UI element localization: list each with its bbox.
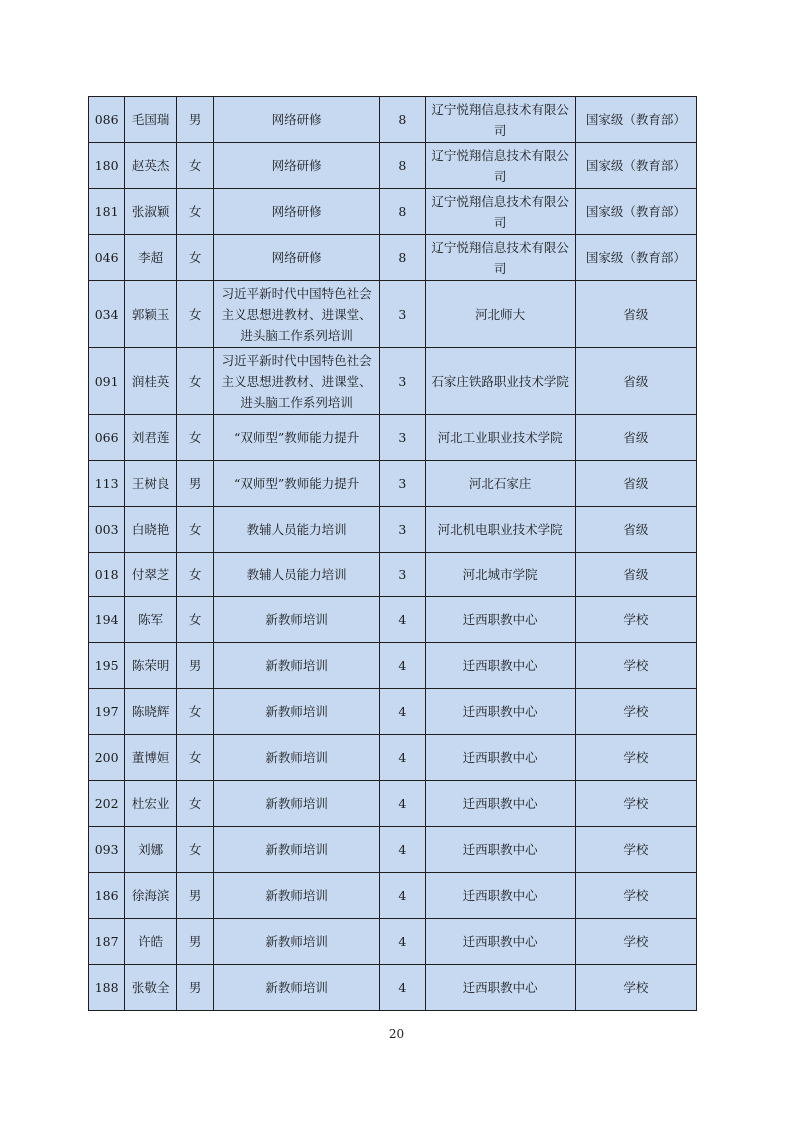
table-row (89, 235, 697, 281)
cell-course: 习近平新时代中国特色社会主义思想进教材、进课堂、进头脑工作系列培训 (214, 281, 380, 348)
cell-gender: 女 (177, 143, 214, 189)
cell-id: 018 (89, 553, 125, 597)
cell-id: 113 (89, 461, 125, 507)
cell-name: 杜宏业 (125, 781, 177, 827)
table-row (89, 919, 697, 965)
cell-hours: 3 (380, 553, 426, 597)
page-number: 20 (388, 1027, 405, 1041)
cell-id: 093 (89, 827, 125, 873)
cell-course: 新教师培训 (214, 965, 380, 1011)
cell-org: 迁西职教中心 (425, 643, 575, 689)
table-row (89, 827, 697, 873)
training-records-table (88, 96, 697, 1011)
cell-org: 河北石家庄 (425, 461, 575, 507)
cell-course: 网络研修 (214, 235, 380, 281)
cell-org: 迁西职教中心 (425, 781, 575, 827)
cell-hours: 3 (380, 461, 426, 507)
cell-id: 180 (89, 143, 125, 189)
cell-level: 省级 (575, 348, 696, 415)
table-row (89, 189, 697, 235)
cell-name: 赵英杰 (125, 143, 177, 189)
table-row (89, 553, 697, 597)
cell-hours: 4 (380, 597, 426, 643)
cell-name: 刘君莲 (125, 415, 177, 461)
cell-id: 197 (89, 689, 125, 735)
cell-id: 187 (89, 919, 125, 965)
cell-id: 091 (89, 348, 125, 415)
table-row (89, 143, 697, 189)
cell-org: 迁西职教中心 (425, 597, 575, 643)
cell-name: 张淑颖 (125, 189, 177, 235)
cell-level: 省级 (575, 507, 696, 553)
cell-course: “双师型”教师能力提升 (214, 415, 380, 461)
cell-level: 学校 (575, 735, 696, 781)
cell-hours: 8 (380, 189, 426, 235)
cell-id: 034 (89, 281, 125, 348)
cell-gender: 女 (177, 597, 214, 643)
cell-hours: 4 (380, 873, 426, 919)
cell-id: 066 (89, 415, 125, 461)
table-row (89, 597, 697, 643)
cell-gender: 女 (177, 235, 214, 281)
cell-course: 新教师培训 (214, 735, 380, 781)
table-row (89, 281, 697, 348)
cell-org: 河北机电职业技术学院 (425, 507, 575, 553)
cell-level: 学校 (575, 781, 696, 827)
table-row (89, 461, 697, 507)
cell-course: 新教师培训 (214, 919, 380, 965)
cell-level: 学校 (575, 965, 696, 1011)
cell-id: 181 (89, 189, 125, 235)
cell-level: 学校 (575, 597, 696, 643)
cell-course: 网络研修 (214, 143, 380, 189)
cell-name: 李超 (125, 235, 177, 281)
table-row (89, 97, 697, 143)
cell-name: 付翠芝 (125, 553, 177, 597)
cell-org: 迁西职教中心 (425, 919, 575, 965)
cell-org: 辽宁悦翔信息技术有限公司 (425, 97, 575, 143)
cell-hours: 4 (380, 781, 426, 827)
cell-course: 新教师培训 (214, 827, 380, 873)
cell-gender: 男 (177, 461, 214, 507)
table-row (89, 781, 697, 827)
cell-id: 188 (89, 965, 125, 1011)
cell-course: 网络研修 (214, 97, 380, 143)
cell-name: 润桂英 (125, 348, 177, 415)
cell-org: 迁西职教中心 (425, 827, 575, 873)
table-row (89, 643, 697, 689)
cell-id: 046 (89, 235, 125, 281)
table-row (89, 873, 697, 919)
cell-gender: 女 (177, 507, 214, 553)
cell-name: 徐海滨 (125, 873, 177, 919)
cell-gender: 男 (177, 919, 214, 965)
cell-hours: 3 (380, 415, 426, 461)
table-row (89, 965, 697, 1011)
cell-id: 202 (89, 781, 125, 827)
cell-hours: 4 (380, 919, 426, 965)
cell-level: 省级 (575, 461, 696, 507)
cell-hours: 8 (380, 235, 426, 281)
cell-gender: 女 (177, 827, 214, 873)
cell-org: 迁西职教中心 (425, 735, 575, 781)
cell-level: 学校 (575, 689, 696, 735)
cell-org: 石家庄铁路职业技术学院 (425, 348, 575, 415)
cell-level: 国家级（教育部） (575, 97, 696, 143)
cell-hours: 4 (380, 689, 426, 735)
table-row (89, 348, 697, 415)
cell-level: 学校 (575, 643, 696, 689)
cell-gender: 女 (177, 781, 214, 827)
cell-name: 许皓 (125, 919, 177, 965)
cell-level: 省级 (575, 281, 696, 348)
cell-level: 国家级（教育部） (575, 143, 696, 189)
cell-name: 王树良 (125, 461, 177, 507)
cell-hours: 3 (380, 281, 426, 348)
cell-name: 董博姮 (125, 735, 177, 781)
cell-hours: 4 (380, 965, 426, 1011)
cell-hours: 3 (380, 507, 426, 553)
cell-course: 新教师培训 (214, 689, 380, 735)
table-row (89, 507, 697, 553)
cell-id: 200 (89, 735, 125, 781)
cell-id: 086 (89, 97, 125, 143)
cell-course: 教辅人员能力培训 (214, 553, 380, 597)
cell-level: 学校 (575, 873, 696, 919)
cell-org: 河北师大 (425, 281, 575, 348)
table-row (89, 415, 697, 461)
cell-org: 辽宁悦翔信息技术有限公司 (425, 235, 575, 281)
cell-level: 学校 (575, 919, 696, 965)
cell-id: 186 (89, 873, 125, 919)
cell-name: 白晓艳 (125, 507, 177, 553)
cell-hours: 4 (380, 827, 426, 873)
cell-course: 新教师培训 (214, 597, 380, 643)
table-row (89, 735, 697, 781)
cell-gender: 女 (177, 281, 214, 348)
cell-id: 195 (89, 643, 125, 689)
cell-hours: 3 (380, 348, 426, 415)
cell-id: 003 (89, 507, 125, 553)
cell-gender: 女 (177, 735, 214, 781)
cell-name: 陈军 (125, 597, 177, 643)
cell-gender: 男 (177, 97, 214, 143)
cell-gender: 女 (177, 689, 214, 735)
cell-hours: 8 (380, 97, 426, 143)
cell-name: 张敬全 (125, 965, 177, 1011)
cell-org: 迁西职教中心 (425, 689, 575, 735)
cell-course: 新教师培训 (214, 781, 380, 827)
cell-hours: 4 (380, 735, 426, 781)
cell-gender: 女 (177, 189, 214, 235)
cell-name: 毛国瑞 (125, 97, 177, 143)
cell-org: 迁西职教中心 (425, 873, 575, 919)
cell-gender: 男 (177, 873, 214, 919)
table-row (89, 689, 697, 735)
cell-name: 陈荣明 (125, 643, 177, 689)
cell-course: 教辅人员能力培训 (214, 507, 380, 553)
cell-hours: 8 (380, 143, 426, 189)
cell-gender: 女 (177, 553, 214, 597)
cell-level: 学校 (575, 827, 696, 873)
cell-name: 郭颖玉 (125, 281, 177, 348)
cell-org: 迁西职教中心 (425, 965, 575, 1011)
cell-level: 省级 (575, 415, 696, 461)
cell-name: 刘娜 (125, 827, 177, 873)
cell-course: 习近平新时代中国特色社会主义思想进教材、进课堂、进头脑工作系列培训 (214, 348, 380, 415)
cell-org: 河北城市学院 (425, 553, 575, 597)
cell-level: 省级 (575, 553, 696, 597)
cell-id: 194 (89, 597, 125, 643)
cell-course: 新教师培训 (214, 643, 380, 689)
cell-course: 新教师培训 (214, 873, 380, 919)
cell-course: “双师型”教师能力提升 (214, 461, 380, 507)
cell-gender: 男 (177, 643, 214, 689)
cell-hours: 4 (380, 643, 426, 689)
cell-level: 国家级（教育部） (575, 235, 696, 281)
cell-org: 辽宁悦翔信息技术有限公司 (425, 143, 575, 189)
cell-gender: 女 (177, 415, 214, 461)
cell-org: 辽宁悦翔信息技术有限公司 (425, 189, 575, 235)
cell-org: 河北工业职业技术学院 (425, 415, 575, 461)
cell-course: 网络研修 (214, 189, 380, 235)
cell-gender: 男 (177, 965, 214, 1011)
cell-gender: 女 (177, 348, 214, 415)
cell-name: 陈晓辉 (125, 689, 177, 735)
cell-level: 国家级（教育部） (575, 189, 696, 235)
